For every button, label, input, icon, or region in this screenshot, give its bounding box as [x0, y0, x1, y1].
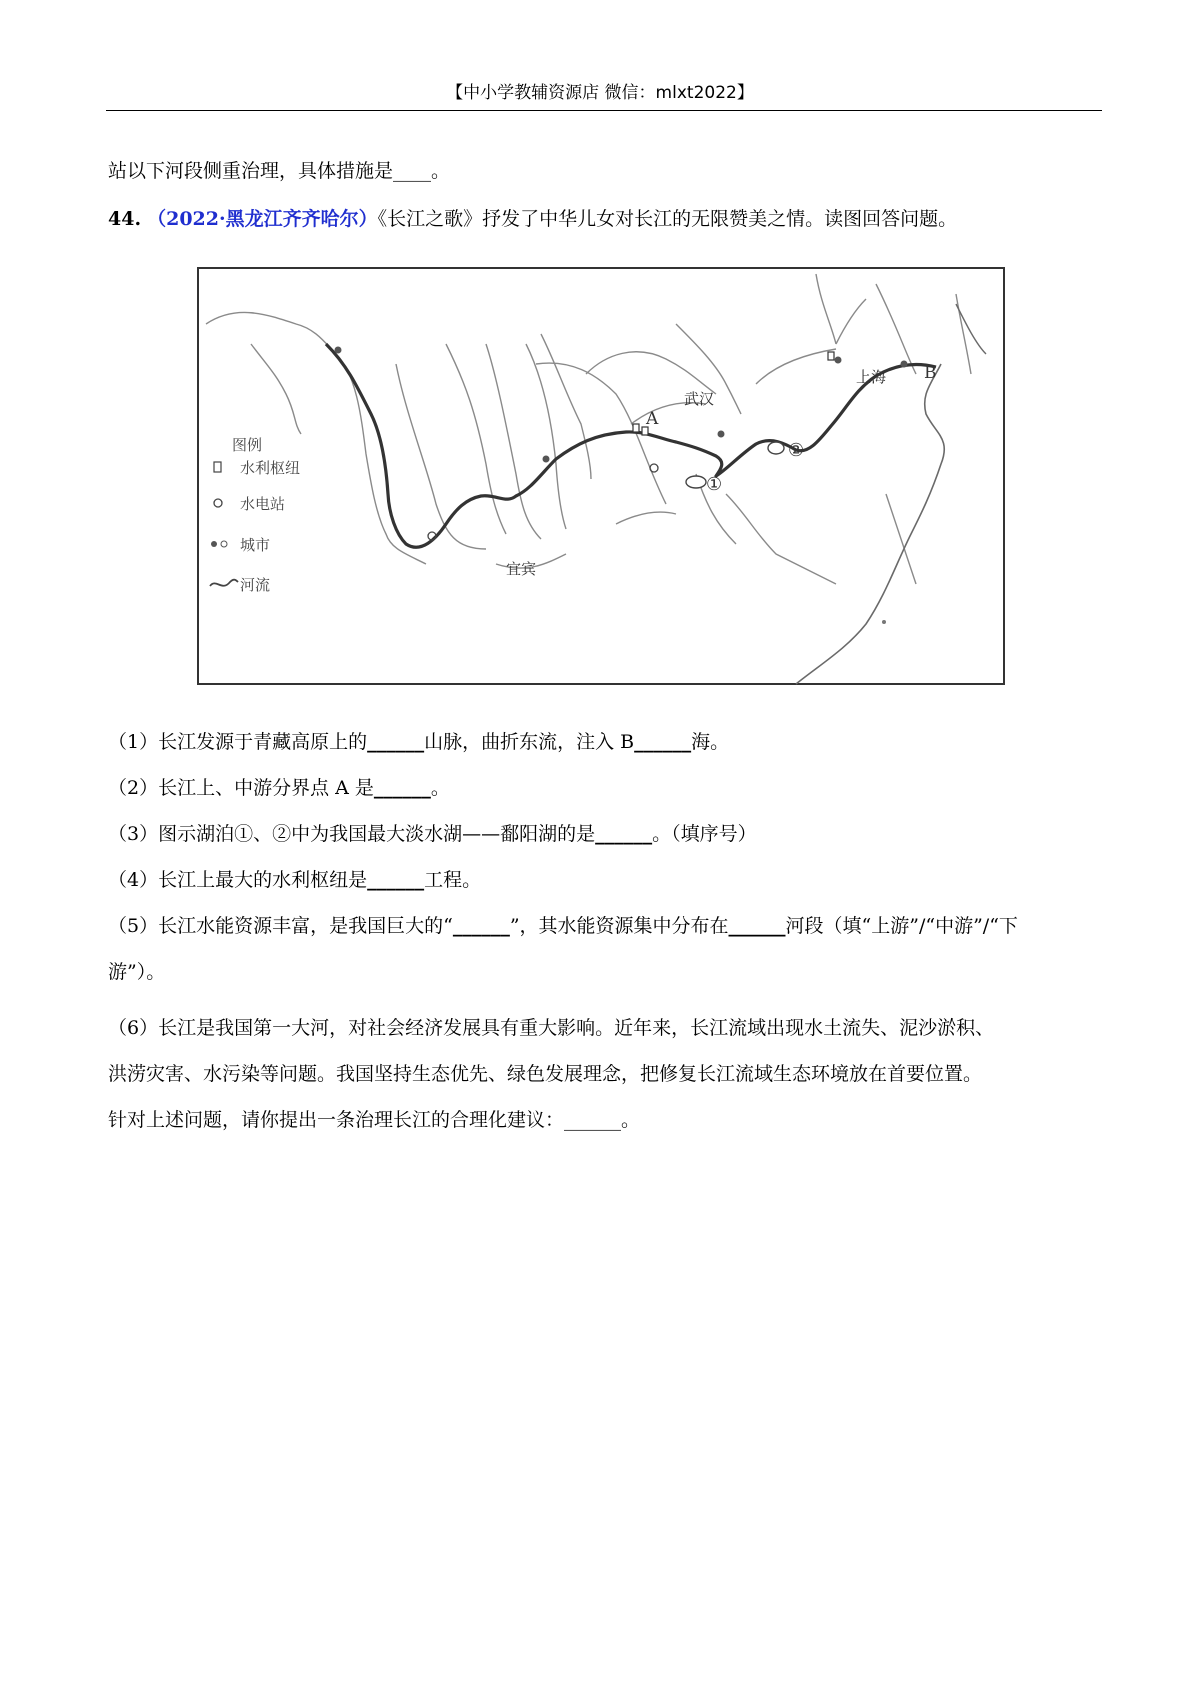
city-dot	[901, 361, 908, 368]
header-rule	[106, 110, 1102, 111]
city-dot	[335, 347, 342, 354]
part-1: （1）长江发源于青藏高原上的______山脉，曲折东流，注入 B______海。	[108, 731, 730, 753]
legend-item: 水电站	[240, 495, 286, 513]
legend-item: 城市	[240, 536, 271, 554]
question-number: 44.	[108, 208, 142, 230]
yangtze-map	[196, 264, 1008, 690]
label-yibin: 宜宾	[506, 560, 537, 578]
label-point-a: A	[646, 409, 659, 429]
part-5-continued: 游”）。	[108, 961, 166, 983]
answer-blank: ______	[634, 731, 692, 753]
lake-dongting	[686, 476, 706, 488]
part-3: （3）图示湖泊①、②中为我国最大淡水湖——鄱阳湖的是______。（填序号）	[108, 823, 757, 845]
label-lake-1: ①	[706, 474, 723, 495]
part-6-line-3: 针对上述问题，请你提出一条治理长江的合理化建议：______。	[108, 1109, 641, 1131]
question-source: （2022·黑龙江齐齐哈尔）	[147, 208, 378, 230]
city-dot	[543, 456, 550, 463]
part-6-line-1: （6）长江是我国第一大河，对社会经济发展具有重大影响。近年来，长江流域出现水土流失、泥沙淤积、	[108, 1017, 995, 1039]
city-dot	[718, 431, 725, 438]
answer-blank: ______	[367, 869, 425, 891]
part-6-line-2: 洪涝灾害、水污染等问题。我国坚持生态优先、绿色发展理念，把修复长江流域生态环境放在首要位置。	[108, 1063, 983, 1085]
answer-blank: ______	[564, 1109, 622, 1131]
legend-item: 水利枢纽	[240, 459, 301, 477]
label-wuhan: 武汉	[684, 390, 715, 408]
part-2: （2）长江上、中游分界点 A 是______。	[108, 777, 450, 799]
question-stem: 《长江之歌》抒发了中华儿女对长江的无限赞美之情。读图回答问题。	[377, 208, 958, 230]
label-lake-2: ②	[788, 440, 805, 461]
legend-item: 河流	[240, 576, 271, 594]
answer-blank: ______	[373, 777, 431, 799]
part-4: （4）长江上最大的水利枢纽是______工程。	[108, 869, 482, 891]
legend-title: 图例	[232, 436, 263, 454]
question-44	[108, 204, 957, 231]
answer-blank: ______	[367, 731, 425, 753]
page-header: 【中小学教辅资源店 微信：mlxt2022】	[446, 83, 754, 103]
part-5: （5）长江水能资源丰富，是我国巨大的“______”，其水能资源集中分布在______河段（填“上游”/“中游”/“下	[108, 915, 1018, 937]
legend-dam-icon	[214, 462, 221, 472]
city-dot	[835, 357, 842, 364]
label-point-b: B	[924, 363, 937, 383]
legend-city-icon	[211, 541, 217, 547]
answer-blank: ______	[452, 915, 510, 937]
lake-poyang	[768, 442, 784, 454]
label-shanghai: 上海	[856, 368, 887, 386]
continuation-line: 站以下河段侧重治理，具体措施是____。	[108, 160, 451, 182]
answer-blank: ______	[595, 823, 653, 845]
answer-blank: ______	[728, 915, 786, 937]
